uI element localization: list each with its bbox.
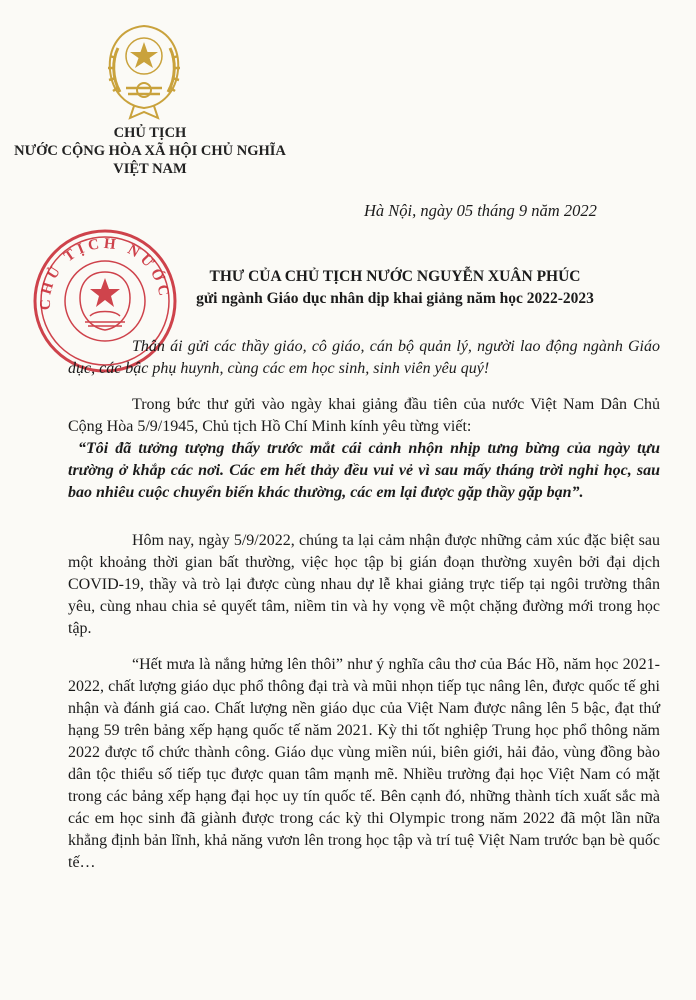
- greeting-paragraph: Thân ái gửi các thầy giáo, cô giáo, cán bộ quản lý, người lao động ngành Giáo dục, các bậc phụ huynh, cùng các em học sinh, sinh viên yêu quý!: [68, 338, 660, 377]
- ho-chi-minh-quote: “Tôi đã tưởng tượng thấy trước mắt cái cảnh nhộn nhịp tưng bừng của ngày tựu trường ở khắp các nơi. Các em hết thảy đều vui vẻ vì sau mấy tháng trời nghỉ học, sau bao nhiêu cuộc chuyển biến khác thường, các em lại được gặp thầy gặp bạn”.: [68, 440, 660, 501]
- paragraph-2: Hôm nay, ngày 5/9/2022, chúng ta lại cảm nhận được những cảm xúc đặc biệt sau một khoảng thời gian bất thường, việc học tập bị gián đoạn thường xuyên bởi đại dịch COVID-19, thầy và trò lại được cùng nhau dự lễ khai giảng trực tiếp tại ngôi trường thân yêu, cùng nhau chia sẻ quyết tâm, niềm tin và hy vọng về một chặng đường mới trong học tập.: [68, 532, 660, 637]
- issuer-line-1: CHỦ TỊCH: [113, 125, 187, 141]
- issuer-block: [0, 124, 300, 178]
- issuer-line-3: VIỆT NAM: [113, 161, 187, 177]
- letter-title: [150, 266, 640, 310]
- paragraph-intro: Trong bức thư gửi vào ngày khai giảng đầu tiên của nước Việt Nam Dân Chủ Cộng Hòa 5/9/1945, Chủ tịch Hồ Chí Minh kính yêu từng viết:: [68, 396, 660, 435]
- letter-body: [68, 336, 660, 874]
- seal-arc-text: CHỦ TỊCH NƯỚC: [37, 235, 173, 311]
- paragraph-3: “Hết mưa là nắng hửng lên thôi” như ý nghĩa câu thơ của Bác Hồ, năm học 2021-2022, chất lượng giáo dục phổ thông đại trà và mũi nhọn tiếp tục nâng lên, được quốc tế ghi nhận và đánh giá cao. Chất lượng nền giáo dục của Việt Nam được nâng lên 5 bậc, đạt thứ hạng 59 trên bảng xếp hạng quốc tế năm 2021. Kỳ thi tốt nghiệp Trung học phổ thông năm 2022 được tổ chức thành công. Giáo dục vùng miền núi, biên giới, hải đảo, vùng đồng bào dân tộc thiểu số tiếp tục được quan tâm mạnh mẽ. Nhiều trường đại học Việt Nam có mặt trong các bảng xếp hạng đại học uy tín quốc tế. Bên cạnh đó, những thành tích xuất sắc mà các em học sinh đã giành được trong các kỳ thi Olympic trong năm 2022 đã một lần nữa khẳng định bản lĩnh, khả năng vươn lên trong học tập và trí tuệ Việt Nam trước bạn bè quốc tế…: [68, 656, 660, 871]
- title-line-2: gửi ngành Giáo dục nhân dịp khai giảng năm học 2022-2023: [196, 290, 594, 307]
- letter-date: Hà Nội, ngày 05 tháng 9 năm 2022: [364, 201, 597, 220]
- issuer-line-2: NƯỚC CỘNG HÒA XÃ HỘI CHỦ NGHĨA: [14, 143, 286, 159]
- title-line-1: THƯ CỦA CHỦ TỊCH NƯỚC NGUYỄN XUÂN PHÚC: [209, 268, 581, 285]
- national-emblem-icon: [98, 18, 190, 122]
